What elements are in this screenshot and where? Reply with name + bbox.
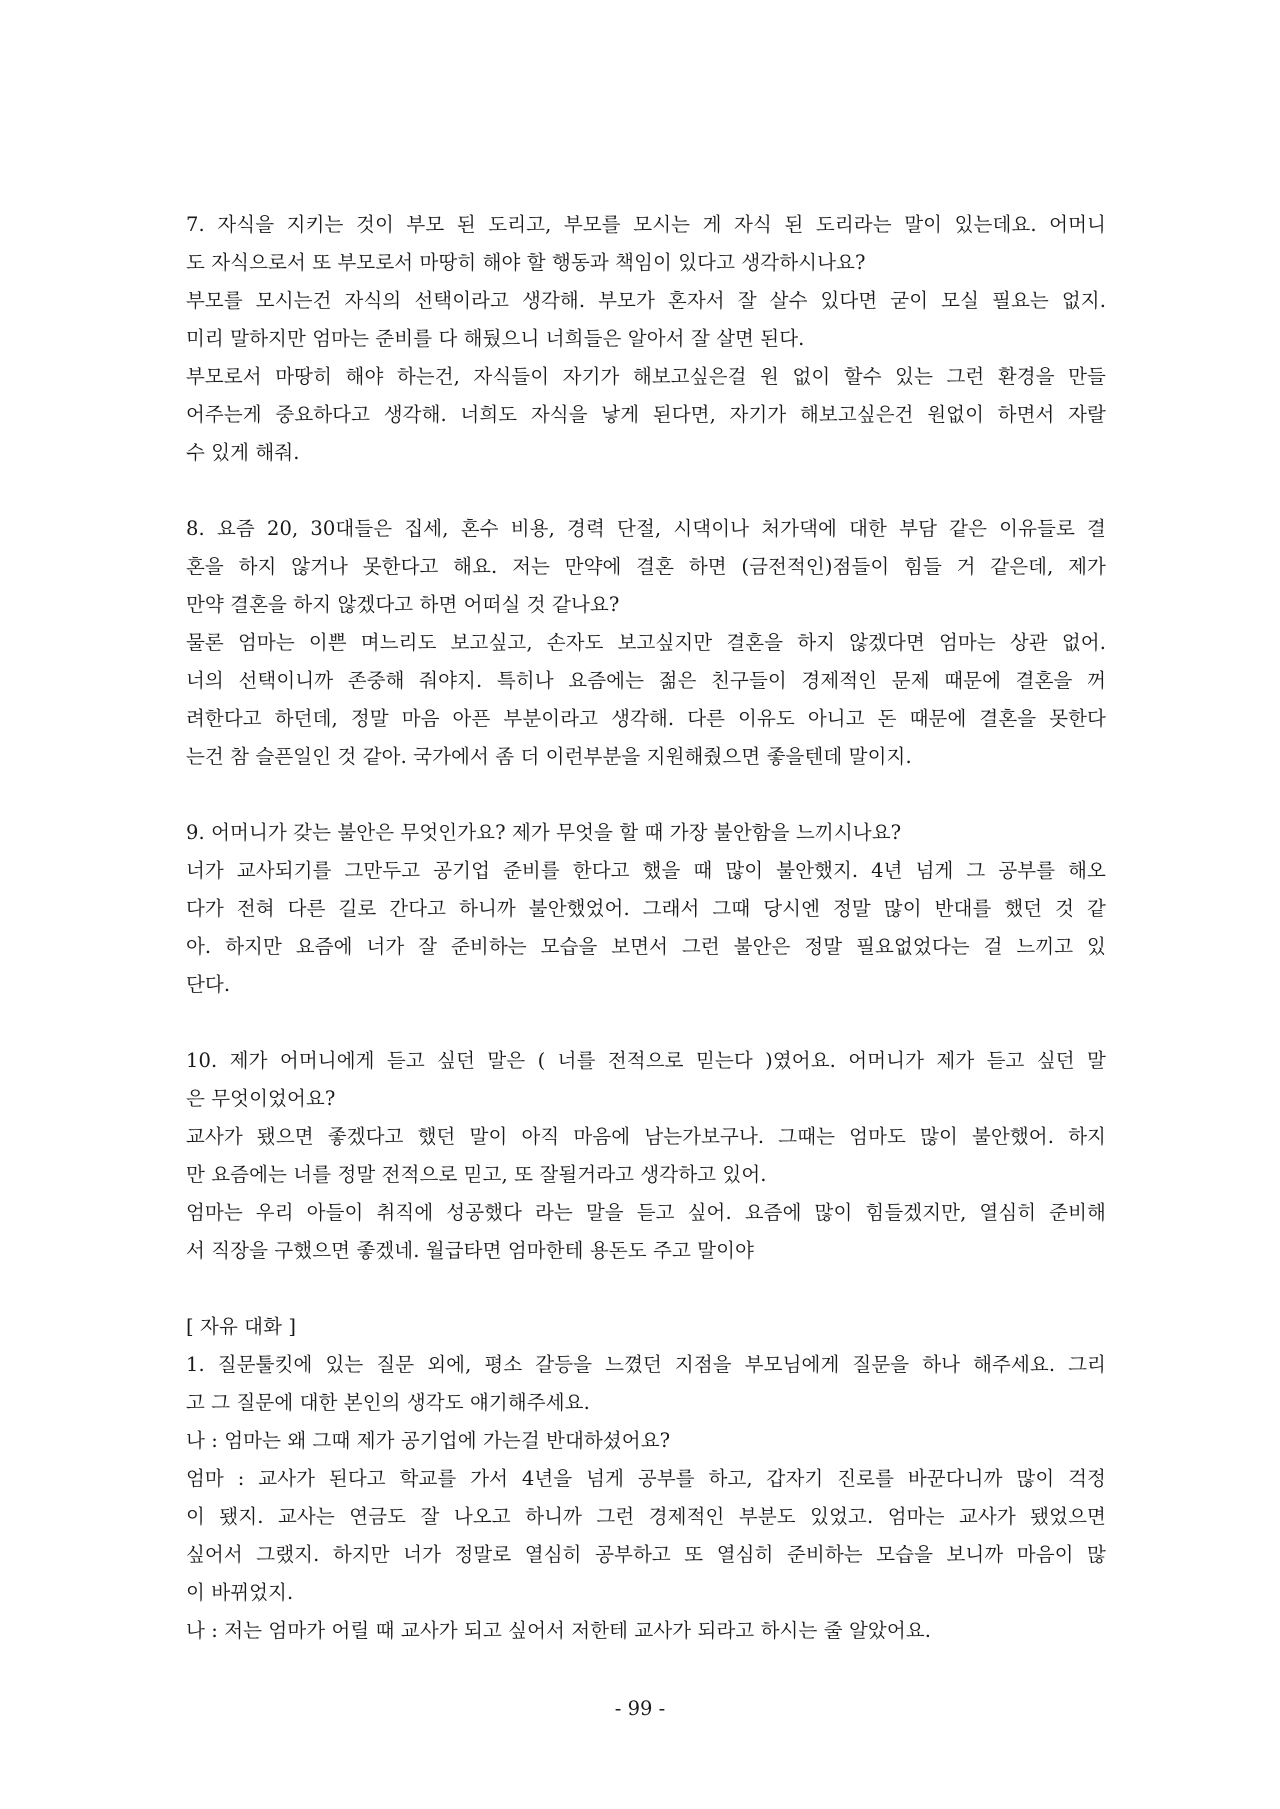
paragraph-line: 엄마는 우리 아들이 취직에 성공했다 라는 말을 듣고 싶어. 요즘에 많이 힘들겠지만, 열심히 준비해 bbox=[186, 1201, 1106, 1224]
paragraph-line: 이 됐지. 교사는 연금도 잘 나오고 하니까 그런 경제적인 부분도 있었고. 엄마는 교사가 됐었으면 bbox=[186, 1505, 1106, 1528]
page-number: - 99 - bbox=[614, 1697, 666, 1720]
paragraph-line: 10. 제가 어머니에게 듣고 싶던 말은 ( 너를 전적으로 믿는다 )였어요. 어머니가 제가 듣고 싶던 말 bbox=[186, 1049, 1106, 1072]
section-q9 bbox=[186, 814, 1106, 1004]
section-q7 bbox=[186, 206, 1106, 472]
paragraph-line: 이 바뀌었지. bbox=[186, 1581, 294, 1604]
paragraph-line: 미리 말하지만 엄마는 준비를 다 해뒀으니 너희들은 알아서 잘 살면 된다. bbox=[186, 327, 805, 350]
section-free-conversation bbox=[186, 1308, 1106, 1650]
paragraph-line: 부모를 모시는건 자식의 선택이라고 생각해. 부모가 혼자서 잘 살수 있다면 굳이 모실 필요는 없지. bbox=[186, 289, 1106, 312]
section-heading: [ 자유 대화 ] bbox=[186, 1315, 297, 1338]
paragraph-line: 려한다고 하던데, 정말 마음 아픈 부분이라고 생각해. 다른 이유도 아니고 돈 때문에 결혼을 못한다 bbox=[186, 707, 1106, 730]
paragraph-line: 교사가 됐으면 좋겠다고 했던 말이 아직 마음에 남는가보구나. 그때는 엄마도 많이 불안했어. 하지 bbox=[186, 1125, 1106, 1148]
paragraph-line: 나 : 엄마는 왜 그때 제가 공기업에 가는걸 반대하셨어요? bbox=[186, 1429, 671, 1452]
paragraph-line: 너의 선택이니까 존중해 줘야지. 특히나 요즘에는 젊은 친구들이 경제적인 문제 때문에 결혼을 꺼 bbox=[186, 669, 1106, 692]
paragraph-line: 부모로서 마땅히 해야 하는건, 자식들이 자기가 해보고싶은걸 원 없이 할수 있는 그런 환경을 만들 bbox=[186, 365, 1106, 388]
paragraph-line: 물론 엄마는 이쁜 며느리도 보고싶고, 손자도 보고싶지만 결혼을 하지 않겠다면 엄마는 상관 없어. bbox=[186, 631, 1106, 654]
paragraph-line: 9. 어머니가 갖는 불안은 무엇인가요? 제가 무엇을 할 때 가장 불안함을 느끼시나요? bbox=[186, 821, 902, 844]
paragraph-line: 엄마 : 교사가 된다고 학교를 가서 4년을 넘게 공부를 하고, 갑자기 진로를 바꾼다니까 많이 걱정 bbox=[186, 1467, 1106, 1490]
paragraph-line: 싶어서 그랬지. 하지만 너가 정말로 열심히 공부하고 또 열심히 준비하는 모습을 보니까 마음이 많 bbox=[186, 1543, 1106, 1566]
paragraph-line: 8. 요즘 20, 30대들은 집세, 혼수 비용, 경력 단절, 시댁이나 처가댁에 대한 부담 같은 이유들로 결 bbox=[186, 517, 1106, 540]
paragraph-line: 혼을 하지 않거나 못한다고 해요. 저는 만약에 결혼 하면 (금전적인)점들이 힘들 거 같은데, 제가 bbox=[186, 555, 1106, 578]
section-q10 bbox=[186, 1042, 1106, 1270]
paragraph-line: 1. 질문툴킷에 있는 질문 외에, 평소 갈등을 느꼈던 지점을 부모님에게 질문을 하나 해주세요. 그리 bbox=[186, 1353, 1106, 1376]
paragraph-line: 나 : 저는 엄마가 어릴 때 교사가 되고 싶어서 저한테 교사가 되라고 하시는 줄 알았어요. bbox=[186, 1619, 932, 1642]
section-q8 bbox=[186, 510, 1106, 776]
paragraph-line: 도 자식으로서 또 부모로서 마땅히 해야 할 행동과 책임이 있다고 생각하시나요? bbox=[186, 251, 866, 274]
paragraph-line: 다가 전혀 다른 길로 간다고 하니까 불안했었어. 그래서 그때 당시엔 정말 많이 반대를 했던 것 같 bbox=[186, 897, 1106, 920]
paragraph-line: 고 그 질문에 대한 본인의 생각도 얘기해주세요. bbox=[186, 1391, 590, 1414]
paragraph-line: 만 요즘에는 너를 정말 전적으로 믿고, 또 잘될거라고 생각하고 있어. bbox=[186, 1163, 767, 1186]
paragraph-line: 너가 교사되기를 그만두고 공기업 준비를 한다고 했을 때 많이 불안했지. 4년 넘게 그 공부를 해오 bbox=[186, 859, 1106, 882]
paragraph-line: 수 있게 해줘. bbox=[186, 441, 300, 464]
paragraph-line: 어주는게 중요하다고 생각해. 너희도 자식을 낳게 된다면, 자기가 해보고싶은건 원없이 하면서 자랄 bbox=[186, 403, 1106, 426]
paragraph-line: 아. 하지만 요즘에 너가 잘 준비하는 모습을 보면서 그런 불안은 정말 필요없었다는 걸 느끼고 있 bbox=[186, 935, 1106, 958]
paragraph-line: 은 무엇이었어요? bbox=[186, 1087, 336, 1110]
paragraph-line: 만약 결혼을 하지 않겠다고 하면 어떠실 것 같나요? bbox=[186, 593, 620, 616]
paragraph-line: 7. 자식을 지키는 것이 부모 된 도리고, 부모를 모시는 게 자식 된 도리라는 말이 있는데요. 어머니 bbox=[186, 213, 1106, 236]
paragraph-line: 서 직장을 구했으면 좋겠네. 월급타면 엄마한테 용돈도 주고 말이야 bbox=[186, 1239, 754, 1262]
paragraph-line: 는건 참 슬픈일인 것 같아. 국가에서 좀 더 이런부분을 지원해줬으면 좋을텐데 말이지. bbox=[186, 745, 912, 768]
document-body bbox=[186, 206, 1106, 1650]
paragraph-line: 단다. bbox=[186, 973, 231, 996]
